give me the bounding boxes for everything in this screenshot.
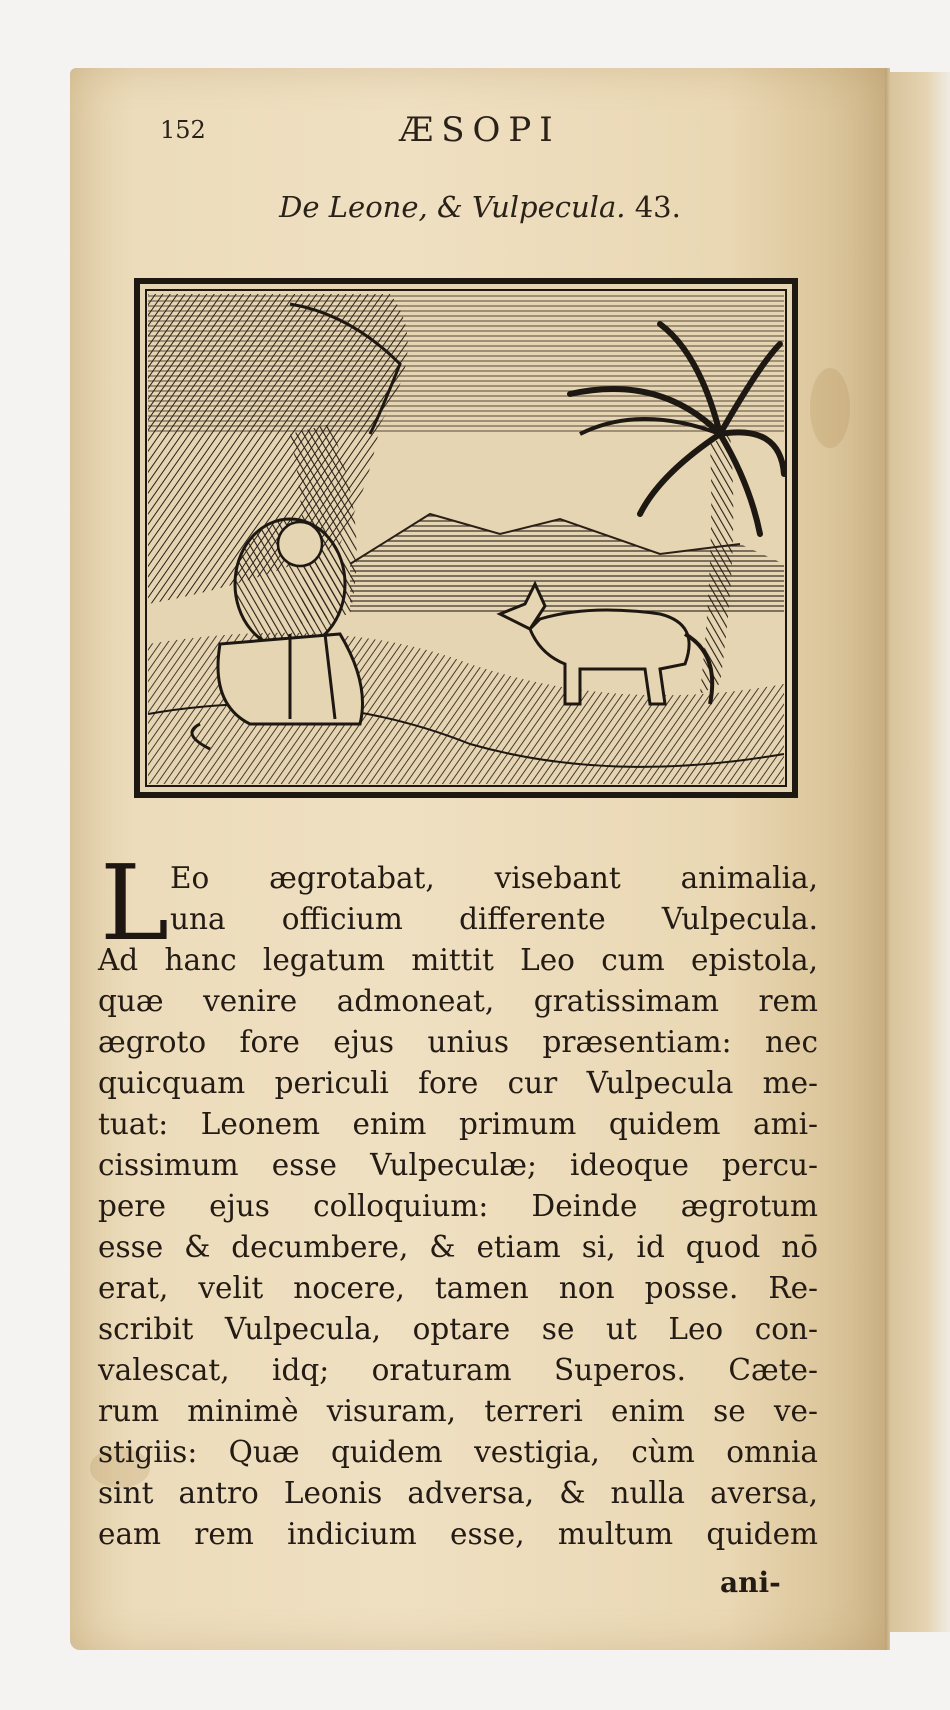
running-head: ÆSOPI (399, 110, 561, 150)
woodcut-illustration (134, 278, 798, 798)
text-line: valescat, idq; oraturam Superos. Cæte- (98, 1353, 818, 1387)
text-line: ægroto fore ejus unius præsentiam: nec (98, 1025, 818, 1059)
text-line: pere ejus colloquium: Deinde ægrotum (98, 1189, 818, 1223)
adjacent-page-edge (890, 72, 950, 1632)
text-line: quicquam periculi fore cur Vulpecula me- (98, 1066, 818, 1100)
fable-number: 43. (634, 190, 681, 224)
text-line: erat, velit nocere, tamen non posse. Re- (98, 1271, 818, 1305)
book-page (70, 68, 890, 1650)
text-line: una officium differente Vulpecula. (170, 902, 818, 936)
page-gutter (885, 68, 890, 1650)
text-line: eam rem indicium esse, multum quidem (98, 1517, 818, 1551)
page-number: 152 (160, 116, 206, 144)
text-line: esse & decumbere, & etiam si, id quod nō (98, 1230, 818, 1264)
fable-text (98, 842, 818, 1555)
fable-title-text: De Leone, & Vulpecula. (279, 190, 626, 224)
text-line: quæ venire admoneat, gratissimam rem (98, 984, 818, 1018)
lion-and-fox-woodcut (140, 284, 792, 792)
text-line: Eo ægrotabat, visebant animalia, (170, 861, 818, 895)
paper-stain (810, 368, 850, 448)
text-line: tuat: Leonem enim primum quidem ami- (98, 1107, 818, 1141)
fable-title (70, 190, 890, 224)
text-line: scribit Vulpecula, optare se ut Leo con- (98, 1312, 818, 1346)
text-line: rum minimè visuram, terreri enim se ve- (98, 1394, 818, 1428)
text-line: cissimum esse Vulpeculæ; ideoque percu- (98, 1148, 818, 1182)
drop-cap-initial: L (100, 842, 170, 964)
text-line: sint antro Leonis adversa, & nulla aversa, (98, 1476, 818, 1510)
text-line: Ad hanc legatum mittit Leo cum epistola, (98, 943, 818, 977)
text-line: stigiis: Quæ quidem vestigia, cùm omnia (98, 1435, 818, 1469)
catchword: ani- (720, 1566, 781, 1599)
